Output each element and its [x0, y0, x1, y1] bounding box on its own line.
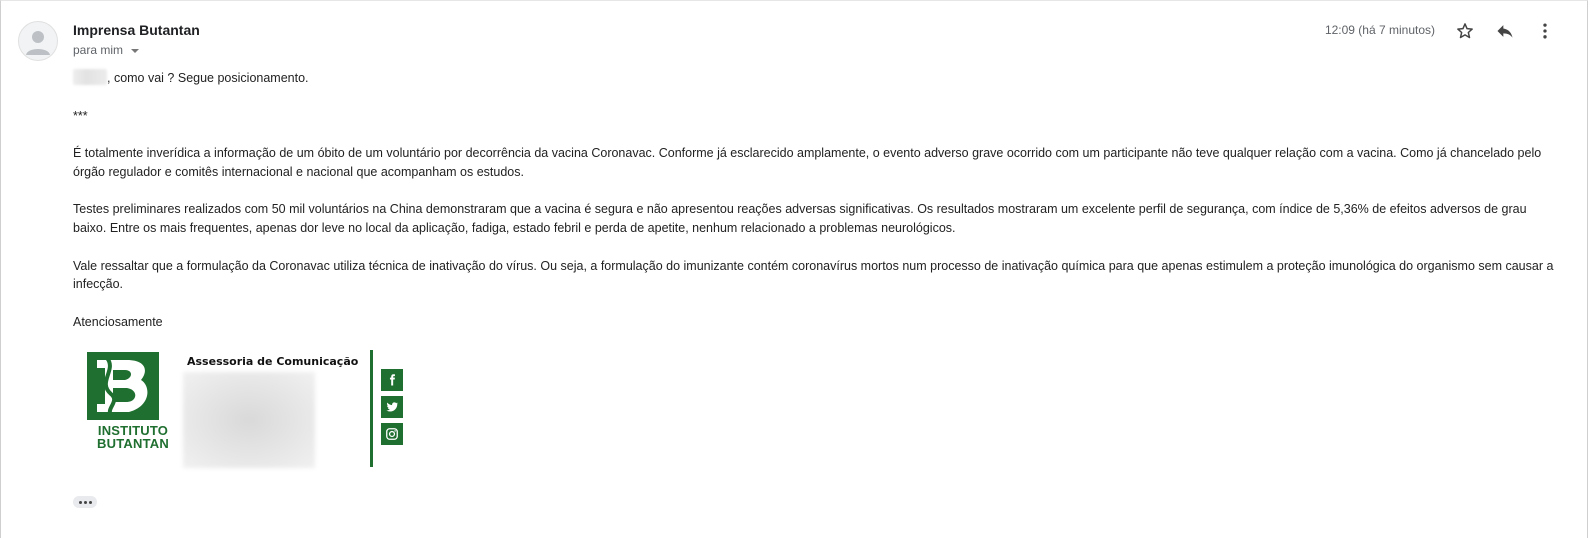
ellipsis-dot-icon [89, 501, 92, 504]
greeting-text: , como vai ? Segue posicionamento. [107, 71, 309, 85]
redacted-recipient-name [73, 69, 107, 85]
butantan-emblem-icon [83, 350, 165, 422]
signature-divider [370, 350, 373, 467]
logo-line-2: BUTANTAN [97, 436, 169, 451]
instituto-butantan-logo [83, 350, 169, 451]
chevron-down-icon [131, 49, 139, 53]
star-outline-icon [1455, 21, 1475, 41]
greeting-line [73, 69, 1563, 88]
default-person-icon [19, 22, 57, 60]
paragraph-2: Testes preliminares realizados com 50 mil voluntários na China demonstraram que a vacina é segura e não apresentou reações adversas significativas. Os resultados mostraram um excelente perfil de segurança, com índice de 5,36% de efeitos adversos de grau baixo. Entre os mais frequentes, apenas dor leve no local da aplicação, fadiga, estado febril e perda de apetite, nenhum relacionado a problemas neurológicos. [73, 202, 1527, 235]
reply-button[interactable] [1493, 19, 1517, 43]
message-body [73, 69, 1563, 350]
separator-text: *** [73, 108, 88, 123]
facebook-link[interactable] [381, 369, 403, 391]
closing-text: Atenciosamente [73, 314, 163, 329]
ellipsis-dot-icon [79, 501, 82, 504]
facebook-icon [385, 373, 399, 387]
sender-avatar[interactable] [18, 21, 58, 61]
signature-department: Assessoria de Comunicação [187, 355, 359, 368]
instagram-icon [385, 427, 399, 441]
vertical-dots-icon [1535, 21, 1555, 41]
paragraph-1: É totalmente inverídica a informação de um óbito de um voluntário por decorrência da vacina Coronavac. Conforme já esclarecido amplamente, o evento adverso grave ocorrido com um participante não teve qualquer relação com a vacina. Como já chancelado pelo órgão regulador e comitês internacional e nacional que acompanham os estudos. [73, 146, 1542, 179]
star-button[interactable] [1453, 19, 1477, 43]
reply-arrow-icon [1495, 21, 1515, 41]
twitter-icon [385, 400, 399, 414]
email-signature [73, 348, 413, 470]
more-options-button[interactable] [1533, 19, 1557, 43]
instagram-link[interactable] [381, 423, 403, 445]
ellipsis-dot-icon [84, 501, 87, 504]
twitter-link[interactable] [381, 396, 403, 418]
message-timestamp: 12:09 (há 7 minutos) [1324, 23, 1435, 37]
show-trimmed-content-button[interactable] [73, 496, 97, 508]
recipient-label: para mim [73, 43, 124, 57]
logo-line-1: INSTITUTO [97, 423, 169, 438]
recipient-details-toggle[interactable] [73, 43, 139, 57]
sender-name[interactable]: Imprensa Butantan [73, 22, 200, 38]
paragraph-3: Vale ressaltar que a formulação da Coronavac utiliza técnica de inativação do vírus. Ou seja, a formulação do imunizante contém coronavírus mortos num processo de inativação química para que apenas estimulem a proteção imunológica do organismo sem causar a infecção. [73, 258, 1554, 292]
redacted-contact-details [183, 372, 315, 468]
